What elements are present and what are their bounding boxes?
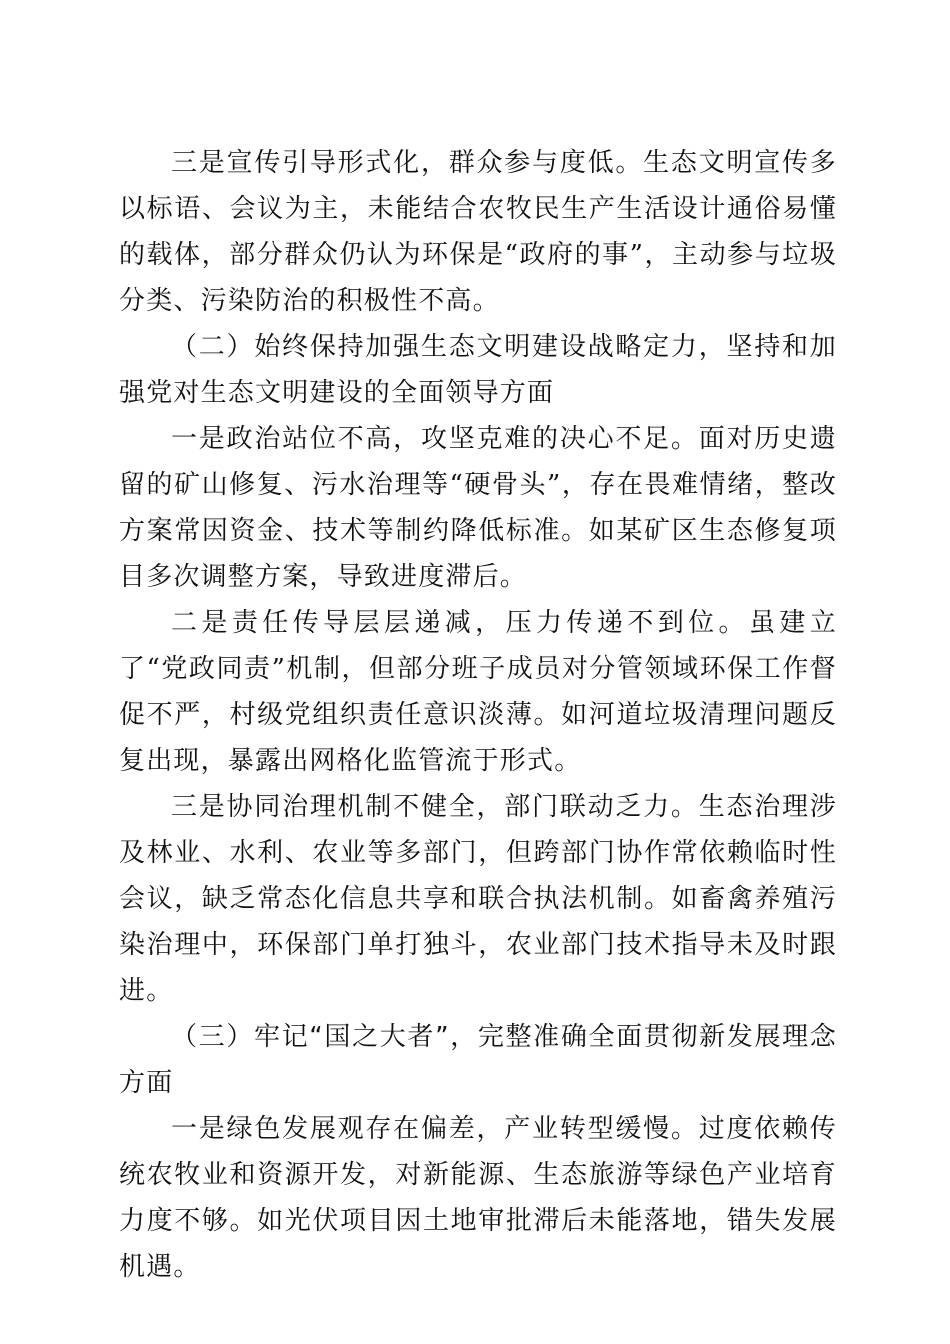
paragraph-lead: 一是政治站位不高，攻坚克难的决心不足。 <box>171 424 699 454</box>
paragraph-lead: 一是绿色发展观存在偏差，产业转型缓慢。 <box>171 1114 699 1144</box>
paragraph-body: 生态治理涉及林业、水利、农业等多部门，但跨部门协作常依赖临时性会议，缺乏常态化信息共享和联合执法机制。如畜禽养殖污染治理中，环保部门单打独斗，农业部门技术指导未及时跟进。 <box>119 792 837 1006</box>
paragraph-body: 生态文明宣传多以标语、会议为主，未能结合农牧民生产生活设计通俗易懂的载体，部分群众仍认为环保是“政府的事”，主动参与垃圾分类、污染防治的积极性不高。 <box>119 148 837 316</box>
paragraph-green-development <box>119 1106 837 1290</box>
paragraph-body: 虽建立了“党政同责”机制，但部分班子成员对分管领域环保工作督促不严，村级党组织责任意识淡薄。如河道垃圾清理问题反复出现，暴露出网格化监管流于形式。 <box>119 608 837 776</box>
section-heading-2: （二）始终保持加强生态文明建设战略定力，坚持和加强党对生态文明建设的全面领导方面 <box>119 332 837 408</box>
paragraph-lead: 二是责任传导层层递减，压力传递不到位。 <box>171 608 749 638</box>
document-page <box>119 140 837 1290</box>
paragraph-body: 过度依赖传统农牧业和资源开发，对新能源、生态旅游等绿色产业培育力度不够。如光伏项目因土地审批滞后未能落地，错失发展机遇。 <box>119 1114 837 1282</box>
paragraph-political-stance <box>119 416 837 600</box>
paragraph-lead: 三是宣传引导形式化，群众参与度低。 <box>171 148 644 178</box>
paragraph-responsibility <box>119 600 837 784</box>
paragraph-coordination <box>119 784 837 1014</box>
paragraph-body: 面对历史遗留的矿山修复、污水治理等“硬骨头”，存在畏难情绪，整改方案常因资金、技术等制约降低标准。如某矿区生态修复项目多次调整方案，导致进度滞后。 <box>119 424 837 592</box>
paragraph-lead: 三是协同治理机制不健全，部门联动乏力。 <box>171 792 699 822</box>
section-heading-3: （三）牢记“国之大者”，完整准确全面贯彻新发展理念方面 <box>119 1022 837 1098</box>
paragraph-publicity <box>119 140 837 324</box>
